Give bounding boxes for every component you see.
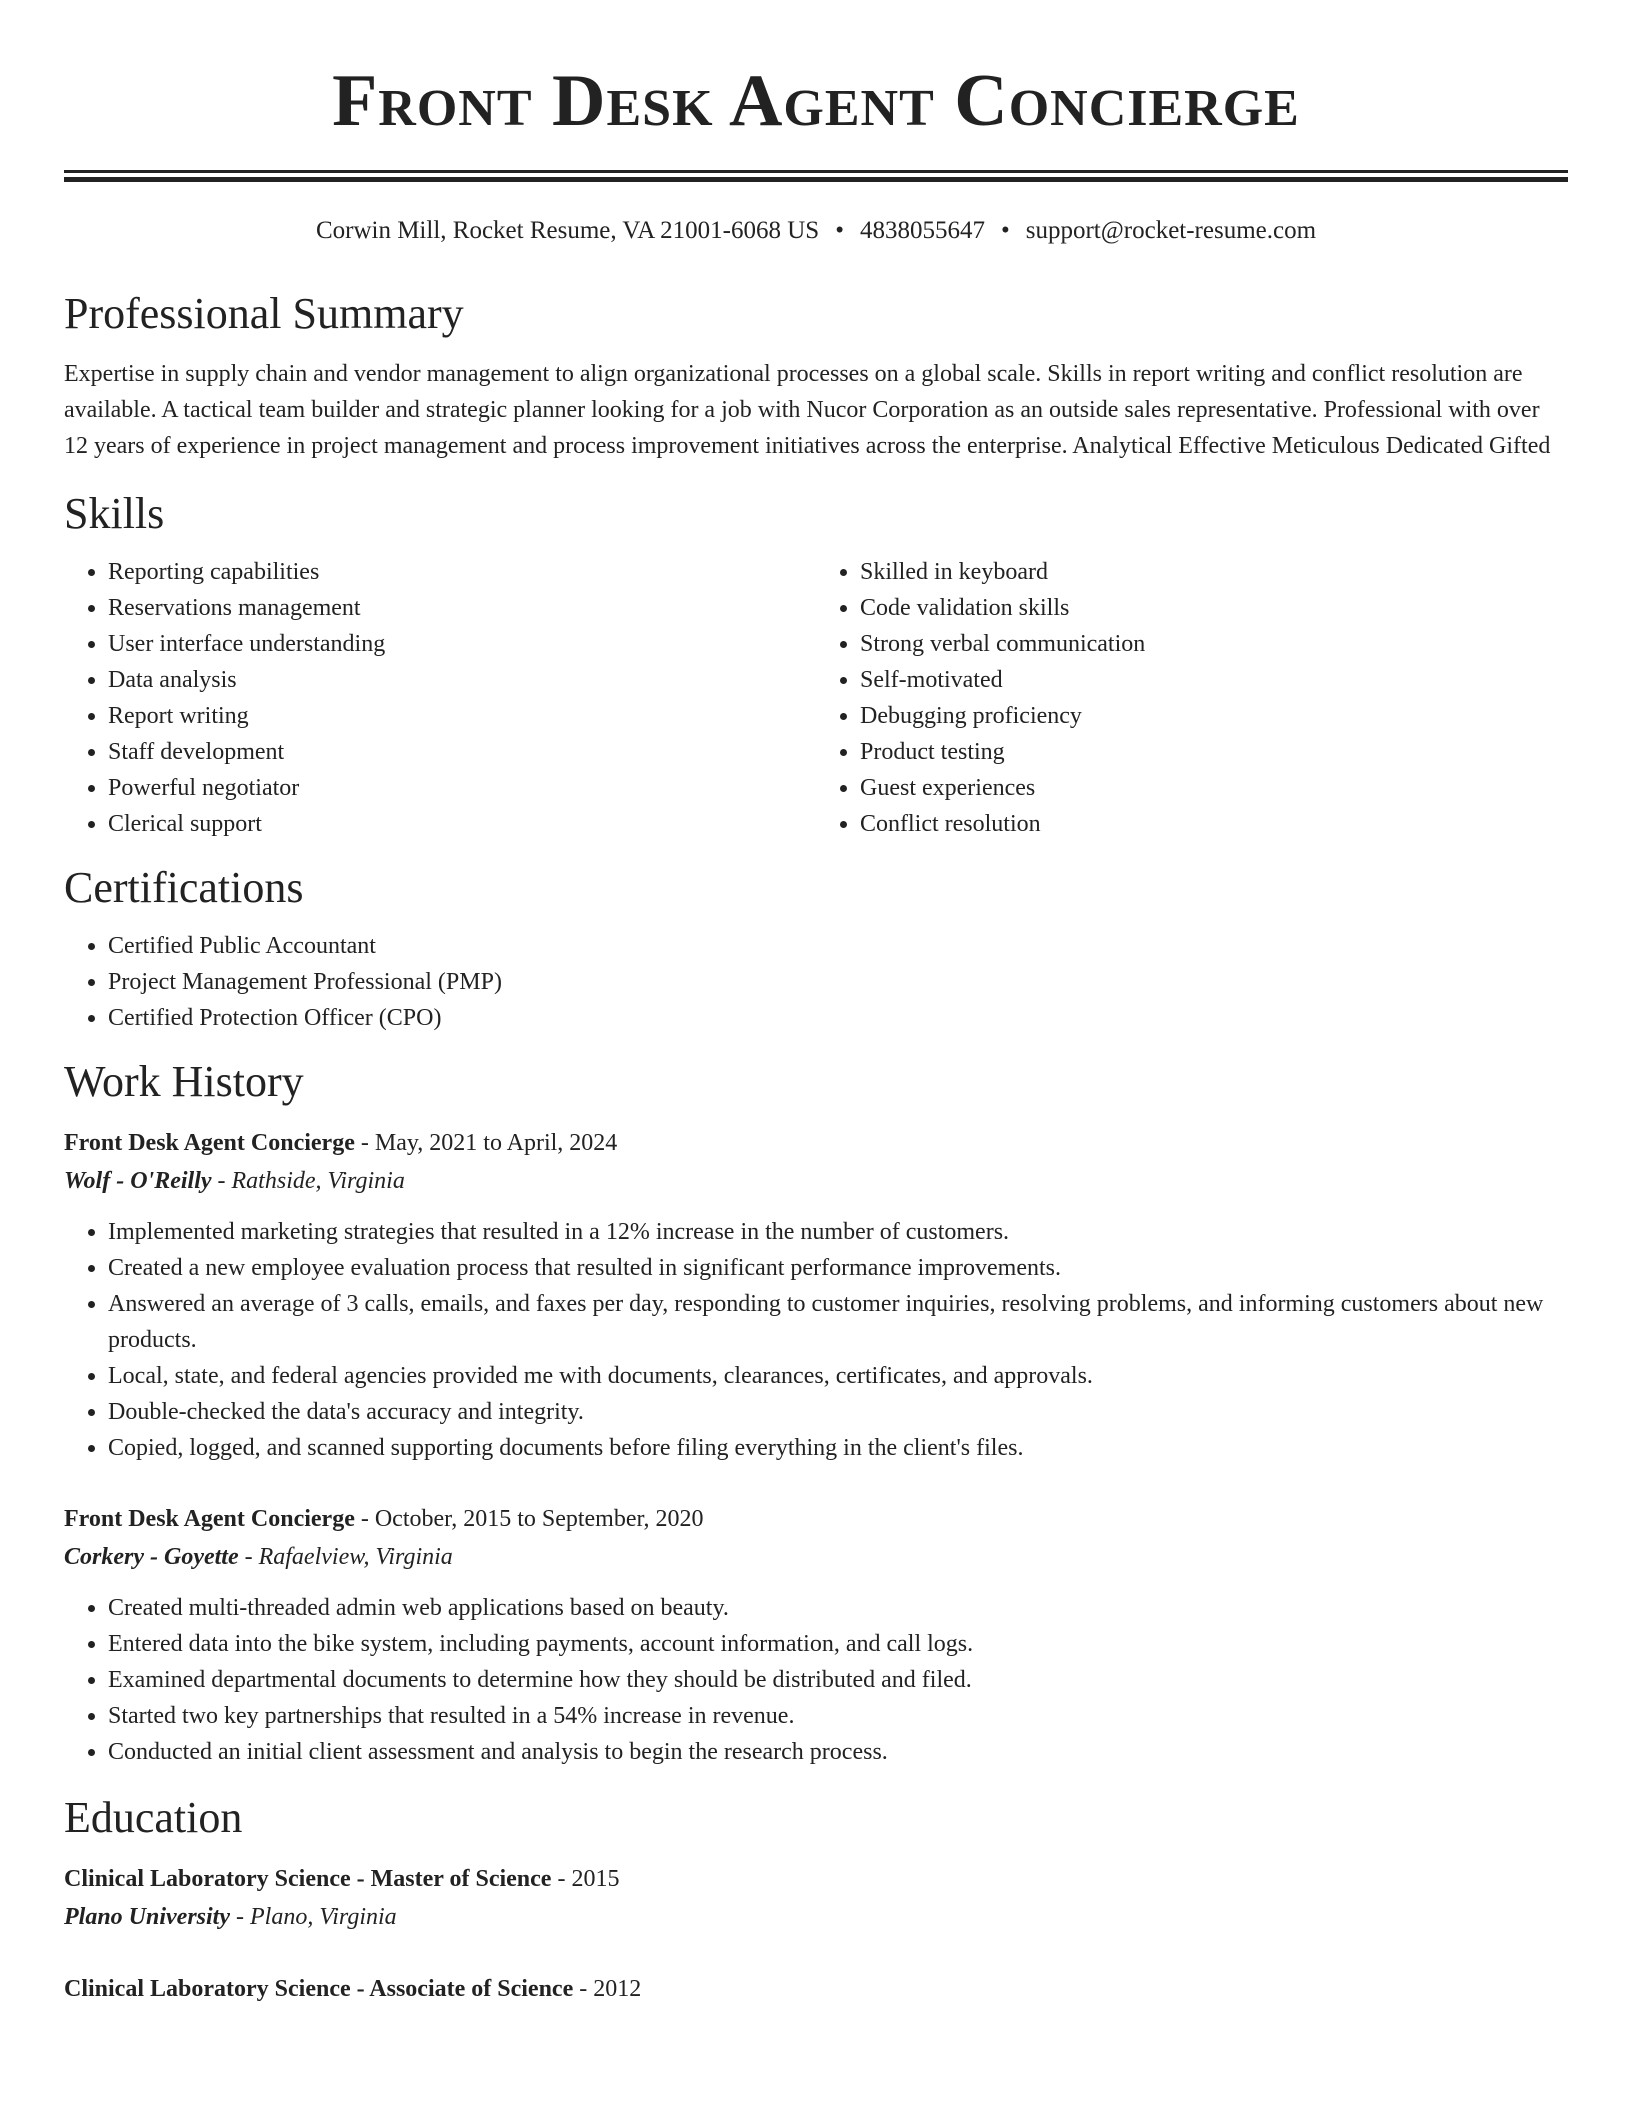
contact-separator: •: [835, 217, 844, 244]
skill-item: • Clerical support: [108, 806, 816, 842]
contact-email: support@rocket-resume.com: [1025, 217, 1317, 244]
school-name: Plano University: [64, 1904, 230, 1930]
job-bullet: • Local, state, and federal agencies provided me with documents, clearances, certificates, and approvals.: [108, 1358, 1568, 1394]
resume-title: Front Desk Agent Concierge: [332, 60, 1300, 142]
job-bullets: [64, 1214, 1568, 1466]
work-history-section: [64, 1054, 1568, 1770]
header-divider-thick: [64, 177, 1568, 182]
job-title-line: [64, 1500, 1568, 1538]
job-bullet: • Copied, logged, and scanned supporting documents before filing everything in the client's files.: [108, 1430, 1568, 1466]
job-bullet: • Created a new employee evaluation process that resulted in significant performance improvements.: [108, 1250, 1568, 1286]
job-entry: [64, 1500, 1568, 1770]
skills-columns: [64, 554, 1568, 842]
skill-item: • Guest experiences: [860, 770, 1568, 806]
contact-phone: 4838055647: [859, 217, 985, 244]
degree-name: Clinical Laboratory Science - Associate of Science: [64, 1976, 574, 2002]
summary-section: [64, 286, 1568, 464]
skills-list-right: [816, 554, 1568, 842]
skill-item: • Conflict resolution: [860, 806, 1568, 842]
summary-text: Expertise in supply chain and vendor management to align organizational processes on a global scale. Skills in report writing and conflict resolution are available. A tactical team builder and strategic planner looking for a job with Nucor Corporation as an outside sales representative. Professional with over 12 years of experience in project management and process improvement initiatives across the enterprise. Analytical Effective Meticulous Dedicated Gifted: [64, 361, 1551, 459]
employer-location: - Rafaelview, Virginia: [238, 1544, 453, 1570]
job-bullet: • Double-checked the data's accuracy and integrity.: [108, 1394, 1568, 1430]
skill-item: • Reporting capabilities: [108, 554, 816, 590]
work-history-heading: Work History: [64, 1057, 304, 1106]
education-heading: Education: [64, 1793, 243, 1842]
employer-name: Corkery - Goyette: [64, 1544, 239, 1570]
job-bullet: • Started two key partnerships that resulted in a 54% increase in revenue.: [108, 1698, 1568, 1734]
degree-name: Clinical Laboratory Science - Master of Science: [64, 1866, 552, 1892]
skill-item: • Data analysis: [108, 662, 816, 698]
job-bullets: [64, 1590, 1568, 1770]
skill-item: • Report writing: [108, 698, 816, 734]
summary-heading: Professional Summary: [64, 289, 464, 338]
degree-line: [64, 1860, 1568, 1898]
contact-address: Corwin Mill, Rocket Resume, VA 21001-6068 US: [315, 217, 820, 244]
job-entry: [64, 1124, 1568, 1466]
job-bullet: • Implemented marketing strategies that resulted in a 12% increase in the number of customers.: [108, 1214, 1568, 1250]
skill-item: • Debugging proficiency: [860, 698, 1568, 734]
job-bullet: • Answered an average of 3 calls, emails, and faxes per day, responding to customer inquiries, resolving problems, and informing customers about new products.: [108, 1286, 1568, 1358]
degree-line: [64, 1970, 1568, 2008]
certifications-list: [64, 928, 1568, 1036]
certifications-heading: Certifications: [64, 863, 304, 912]
skills-list-left: [64, 554, 816, 842]
skill-item: • Powerful negotiator: [108, 770, 816, 806]
job-bullet: • Conducted an initial client assessment and analysis to begin the research process.: [108, 1734, 1568, 1770]
job-title: Front Desk Agent Concierge: [64, 1506, 355, 1532]
skills-section: [64, 486, 1568, 842]
degree-year: - 2012: [573, 1976, 642, 2002]
job-title: Front Desk Agent Concierge: [64, 1130, 355, 1156]
job-dates: - October, 2015 to September, 2020: [354, 1506, 704, 1532]
education-section: [64, 1790, 1568, 2008]
employer-name: Wolf - O'Reilly: [64, 1168, 212, 1194]
school-line: [64, 1898, 1568, 1936]
skill-item: • Skilled in keyboard: [860, 554, 1568, 590]
contact-line: [64, 214, 1568, 248]
skill-item: • Staff development: [108, 734, 816, 770]
skill-item: • Code validation skills: [860, 590, 1568, 626]
certification-item: • Certified Protection Officer (CPO): [108, 1000, 1568, 1036]
job-bullet: • Entered data into the bike system, including payments, account information, and call logs.: [108, 1626, 1568, 1662]
certification-item: • Certified Public Accountant: [108, 928, 1568, 964]
certifications-section: [64, 860, 1568, 1036]
employer-location: - Rathside, Virginia: [211, 1168, 405, 1194]
certification-item: • Project Management Professional (PMP): [108, 964, 1568, 1000]
skill-item: • User interface understanding: [108, 626, 816, 662]
school-location: - Plano, Virginia: [230, 1904, 397, 1930]
degree-year: - 2015: [551, 1866, 620, 1892]
job-title-line: [64, 1124, 1568, 1162]
employer-line: [64, 1162, 1568, 1200]
skill-item: • Self-motivated: [860, 662, 1568, 698]
employer-line: [64, 1538, 1568, 1576]
header-divider-thin: [64, 170, 1568, 173]
skill-item: • Reservations management: [108, 590, 816, 626]
job-bullet: • Created multi-threaded admin web applications based on beauty.: [108, 1590, 1568, 1626]
skill-item: • Strong verbal communication: [860, 626, 1568, 662]
contact-separator: •: [1000, 217, 1010, 244]
skill-item: • Product testing: [860, 734, 1568, 770]
education-entry: [64, 1860, 1568, 1936]
skills-heading: Skills: [64, 489, 165, 538]
education-entry: [64, 1970, 1568, 2008]
job-dates: - May, 2021 to April, 2024: [354, 1130, 618, 1156]
job-bullet: • Examined departmental documents to determine how they should be distributed and filed.: [108, 1662, 1568, 1698]
